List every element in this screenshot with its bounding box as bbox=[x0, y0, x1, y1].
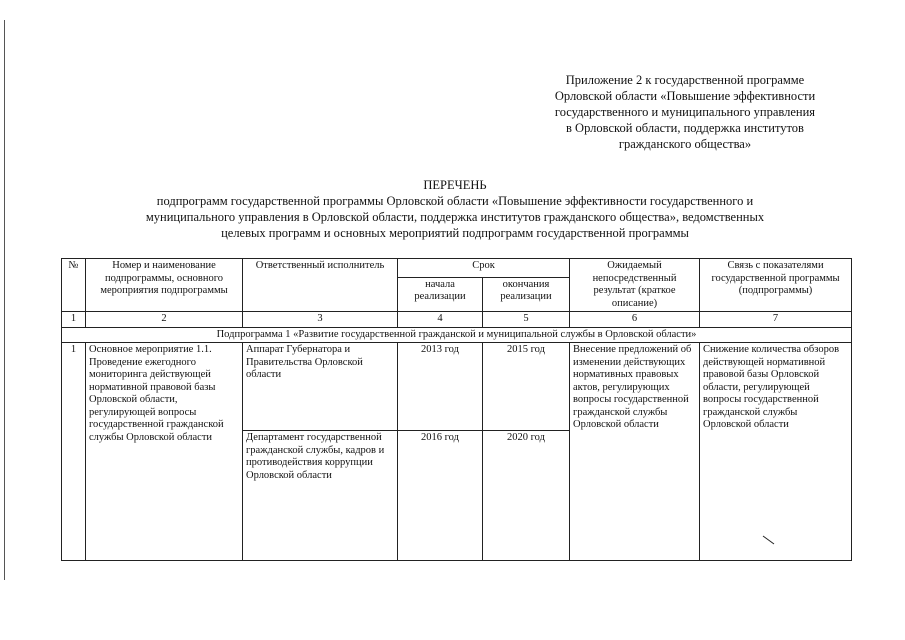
column-number: 3 bbox=[243, 312, 398, 328]
row-number: 1 bbox=[62, 343, 86, 561]
header-link: Связь с показателями государственной программы (подпрограммы) bbox=[700, 259, 852, 312]
row-end-1: 2015 год bbox=[483, 343, 570, 431]
table-row bbox=[62, 343, 852, 431]
column-number: 5 bbox=[483, 312, 570, 328]
pen-tick-mark bbox=[762, 535, 776, 545]
header-row bbox=[62, 259, 852, 278]
header-no: № bbox=[62, 259, 86, 312]
column-number: 1 bbox=[62, 312, 86, 328]
row-start-2: 2016 год bbox=[398, 431, 483, 561]
appendix-line: в Орловской области, поддержка институтов bbox=[566, 121, 804, 135]
subprogram-table bbox=[61, 258, 852, 561]
row-start-1: 2013 год bbox=[398, 343, 483, 431]
appendix-line: гражданского общества» bbox=[618, 137, 752, 151]
header-term: Срок bbox=[398, 259, 570, 278]
title-line: целевых программ и основных мероприятий подпрограмм государственной программы bbox=[221, 226, 689, 240]
column-number: 4 bbox=[398, 312, 483, 328]
row-name: Основное мероприятие 1.1. Проведение ежегодного мониторинга действующей нормативной правовой базы Орловской области, регулирующей вопросы государственной гражданской службы Орловской области bbox=[86, 343, 243, 561]
column-number: 7 bbox=[700, 312, 852, 328]
row-result: Внесение предложений об изменении действующих нормативных правовых актов, регулирующих вопросы государственной гражданской службы Орловской области bbox=[570, 343, 700, 561]
column-number-row bbox=[62, 312, 852, 328]
subprogram-row bbox=[62, 327, 852, 343]
title-line: муниципального управления в Орловской области, поддержка институтов гражданского общества», ведомственных bbox=[145, 210, 765, 224]
appendix-line: Орловской области «Повышение эффективности bbox=[554, 89, 816, 103]
title-line: подпрограмм государственной программы Орловской области «Повышение эффективности государственного и bbox=[156, 194, 754, 208]
row-executor-2: Департамент государственной гражданской службы, кадров и противодействия коррупции Орловской области bbox=[243, 431, 398, 561]
document-title bbox=[40, 177, 870, 241]
header-name: Номер и наименование подпрограммы, основного мероприятия подпрограммы bbox=[86, 259, 243, 312]
header-result: Ожидаемый непосредственный результат (краткое описание) bbox=[570, 259, 700, 312]
header-end: окончания реализации bbox=[483, 277, 570, 311]
page-edge-line bbox=[4, 20, 5, 580]
appendix-line: Приложение 2 к государственной программе bbox=[565, 73, 805, 87]
row-executor-1: Аппарат Губернатора и Правительства Орловской области bbox=[243, 343, 398, 431]
row-end-2: 2020 год bbox=[483, 431, 570, 561]
column-number: 2 bbox=[86, 312, 243, 328]
column-number: 6 bbox=[570, 312, 700, 328]
appendix-note bbox=[515, 72, 855, 152]
header-start: начала реализации bbox=[398, 277, 483, 311]
title-heading: ПЕРЕЧЕНЬ bbox=[423, 178, 487, 192]
subprogram-title: Подпрограмма 1 «Развитие государственной гражданской и муниципальной службы в Орловской области» bbox=[62, 327, 852, 343]
header-executor: Ответственный исполнитель bbox=[243, 259, 398, 312]
row-link: Снижение количества обзоров действующей нормативной правовой базы Орловской области, регулирующей вопросы государственной гражданской службы Орловской области bbox=[700, 343, 852, 561]
appendix-line: государственного и муниципального управления bbox=[554, 105, 816, 119]
